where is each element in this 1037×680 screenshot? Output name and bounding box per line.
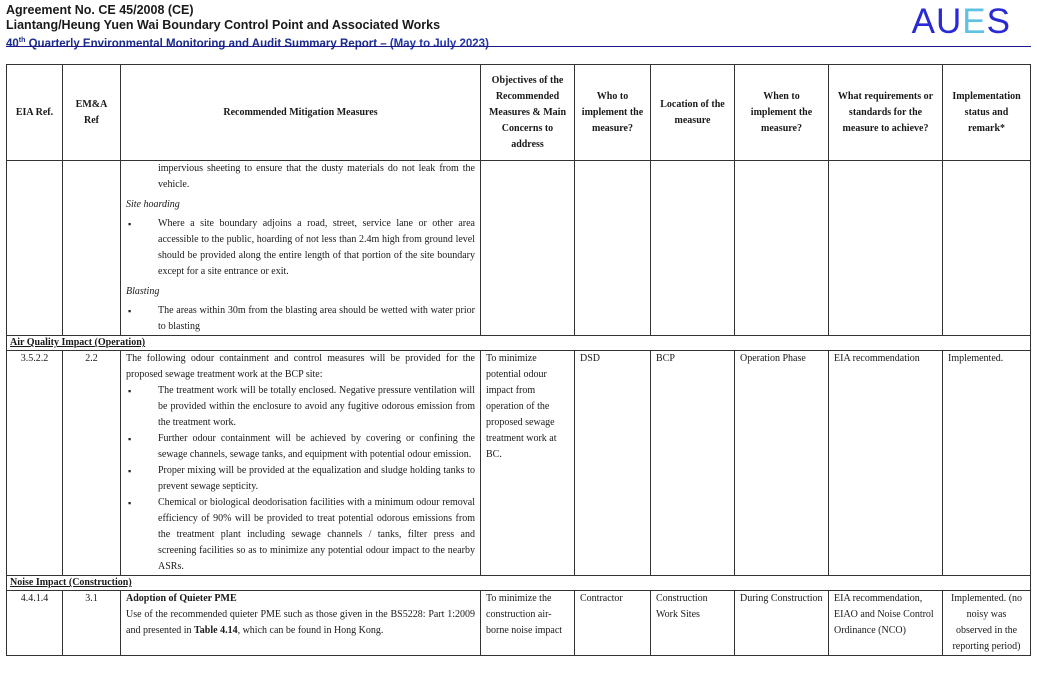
measures-intro: The following odour containment and control measures will be provided for the proposed sewage treatment work at the BCP site:	[126, 353, 475, 380]
table-header-row	[7, 65, 1031, 161]
when-cell: During Construction	[735, 591, 829, 656]
subheading-site-hoarding: Site hoarding	[126, 199, 180, 210]
requirement-cell: EIA recommendation, EIAO and Noise Control Ordinance (NCO)	[829, 591, 943, 656]
status-cell: Implemented. (no noisy was observed in the reporting period)	[943, 591, 1031, 656]
measures-cell	[121, 591, 481, 656]
report-title: 40th Quarterly Environmental Monitoring and Audit Summary Report – (May to July 2023)	[6, 37, 489, 50]
list-item: ▪ Where a site boundary adjoins a road, street, service lane or other area accessible to the public, hoarding of not less than 2.4m high from ground level should be provided along the entire length of that portion of the site boundary except for a site entrance or exit.	[158, 216, 475, 280]
list-item: ▪ The treatment work will be totally enclosed. Negative pressure ventilation will be provided within the enclosure to avoid any fugitive odorous emission from the treatment work.	[158, 383, 475, 431]
location-cell: BCP	[651, 351, 735, 576]
aues-logo: AUES	[911, 2, 1011, 41]
measures-cell	[121, 161, 481, 336]
continued-text: impervious sheeting to ensure that the dusty materials do not leak from the vehicle.	[158, 163, 475, 190]
measure-text: Use of the recommended quieter PME such as those given in the BS5228: Part 1:2009 and presented in Table 4.14, which can be found in Hong Kong.	[126, 609, 475, 636]
col-who: Who to implement the measure?	[575, 65, 651, 161]
col-eia-ref: EIA Ref.	[7, 65, 63, 161]
requirement-cell: EIA recommendation	[829, 351, 943, 576]
list-item: ▪ Chemical or biological deodorisation facilities with a minimum odour removal efficiency of 90% will be provided to treat potential odorous emissions from the treatment plant including sewage channels / tanks, filter press and screening facilities so as to minimize any potential odour impact to the nearby ASRs.	[158, 495, 475, 575]
objective-cell: To minimize potential odour impact from operation of the proposed sewage treatment work at BC.	[481, 351, 575, 576]
agreement-number: Agreement No. CE 45/2008 (CE)	[6, 3, 194, 17]
ema-ref-cell: 2.2	[63, 351, 121, 576]
measure-title: Adoption of Quieter PME	[126, 593, 237, 604]
section-row-noise	[7, 576, 1031, 591]
when-cell: Operation Phase	[735, 351, 829, 576]
measures-cell	[121, 351, 481, 576]
col-requirements: What requirements or standards for the measure to achieve?	[829, 65, 943, 161]
report-period: (May to July 2023)	[389, 37, 489, 50]
who-cell: Contractor	[575, 591, 651, 656]
table-row	[7, 591, 1031, 656]
objective-cell: To minimize the construction air-borne noise impact	[481, 591, 575, 656]
who-cell: DSD	[575, 351, 651, 576]
mitigation-table	[6, 64, 1031, 656]
list-item: ▪ Further odour containment will be achieved by covering or confining the sewage channels, sewage tanks, and equipment with potential odour emission.	[158, 431, 475, 463]
col-status: Implementation status and remark*	[943, 65, 1031, 161]
col-when: When to implement the measure?	[735, 65, 829, 161]
col-ema-ref: EM&A Ref	[63, 65, 121, 161]
subheading-blasting: Blasting	[126, 286, 160, 297]
list-item: ▪ Proper mixing will be provided at the equalization and sludge holding tanks to prevent sewage septicity.	[158, 463, 475, 495]
project-title: Liantang/Heung Yuen Wai Boundary Control Point and Associated Works	[6, 18, 441, 32]
eia-ref-cell: 3.5.2.2	[7, 351, 63, 576]
section-title: Air Quality Impact (Operation)	[7, 336, 1031, 351]
table-row	[7, 161, 1031, 336]
eia-ref-cell: 4.4.1.4	[7, 591, 63, 656]
col-objectives: Objectives of the Recommended Measures & Main Concerns to address	[481, 65, 575, 161]
report-header	[6, 0, 489, 52]
ema-ref-cell: 3.1	[63, 591, 121, 656]
col-location: Location of the measure	[651, 65, 735, 161]
section-row-air-quality	[7, 336, 1031, 351]
status-cell: Implemented.	[943, 351, 1031, 576]
header-divider	[6, 46, 1031, 47]
table-row	[7, 351, 1031, 576]
list-item: ▪ The areas within 30m from the blasting area should be wetted with water prior to blasting	[158, 303, 475, 335]
location-cell: Construction Work Sites	[651, 591, 735, 656]
section-title: Noise Impact (Construction)	[7, 576, 1031, 591]
col-measures: Recommended Mitigation Measures	[121, 65, 481, 161]
